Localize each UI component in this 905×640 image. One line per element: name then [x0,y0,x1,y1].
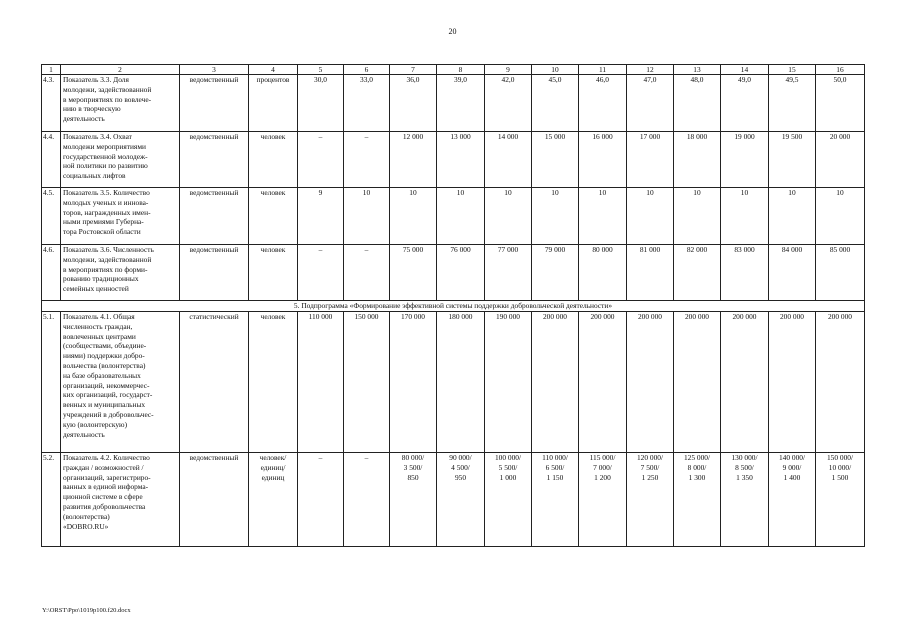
indicator-value: 33,0 [344,75,390,132]
row-number: 4.6. [42,245,61,301]
indicator-value: 10 [579,188,627,245]
indicator-value: 10 [532,188,579,245]
data-source: статистический [180,312,249,453]
column-header: 1 [42,65,61,75]
indicator-value: 200 000 [769,312,816,453]
column-header: 13 [674,65,721,75]
page-number: 20 [448,27,457,36]
indicator-value: 46,0 [579,75,627,132]
indicator-value: 10 [390,188,437,245]
indicator-value: 10 [816,188,865,245]
row-number: 4.5. [42,188,61,245]
indicator-value: 49,5 [769,75,816,132]
indicator-value: 36,0 [390,75,437,132]
indicator-value: 150 000/ 10 000/ 1 500 [816,453,865,547]
indicator-row [42,245,865,301]
indicator-value: 140 000/ 9 000/ 1 400 [769,453,816,547]
indicator-value: 100 000/ 5 500/ 1 000 [485,453,532,547]
column-header: 11 [579,65,627,75]
indicator-value: 10 [674,188,721,245]
subprogram-title: 5. Подпрограмма «Формирование эффективной системы поддержки добровольческой деятельности» [42,301,865,312]
indicator-value: – [298,132,344,188]
indicator-row [42,132,865,188]
measurement-unit: человек [249,245,298,301]
row-number: 5.1. [42,312,61,453]
indicator-value: 13 000 [437,132,485,188]
measurement-unit: процентов [249,75,298,132]
indicator-value: 45,0 [532,75,579,132]
subprogram-section-row [42,301,865,312]
column-header: 5 [298,65,344,75]
indicator-name: Показатель 3.4. Охват молодежи мероприятиями государственной молодеж- ной политики по развитию социальных лифтов [61,132,180,188]
data-source: ведомственный [180,75,249,132]
indicator-value: 200 000 [627,312,674,453]
indicator-value: 20 000 [816,132,865,188]
column-header: 7 [390,65,437,75]
indicator-row [42,188,865,245]
indicator-value: 115 000/ 7 000/ 1 200 [579,453,627,547]
column-header: 16 [816,65,865,75]
indicator-value: 130 000/ 8 500/ 1 350 [721,453,769,547]
indicator-value: 10 [344,188,390,245]
indicator-value: 42,0 [485,75,532,132]
indicator-name: Показатель 3.5. Количество молодых ученых и иннова- торов, награжденных имен- ными премиями Губерна- тора Ростовской области [61,188,180,245]
indicator-value: 14 000 [485,132,532,188]
indicator-value: 180 000 [437,312,485,453]
indicator-value: 81 000 [627,245,674,301]
indicator-value: 17 000 [627,132,674,188]
indicator-row [42,453,865,547]
indicator-value: 82 000 [674,245,721,301]
row-number: 4.4. [42,132,61,188]
indicator-value: 120 000/ 7 500/ 1 250 [627,453,674,547]
indicator-value: 15 000 [532,132,579,188]
indicator-value: 80 000 [579,245,627,301]
data-source: ведомственный [180,245,249,301]
indicator-name: Показатель 4.1. Общая численность граждан, вовлеченных центрами (сообществами, объедине- ниями) поддержки добро- вольчества (волонтерства) на базе образовательных организаций, некоммерчес- ких организаций, государст- венных и муниципальных учреждений в добровольчес- кую (волонтерскую) деятельность [61,312,180,453]
indicator-value: 150 000 [344,312,390,453]
indicator-value: 39,0 [437,75,485,132]
indicator-value: 18 000 [674,132,721,188]
column-header: 6 [344,65,390,75]
indicator-value: 200 000 [721,312,769,453]
column-header: 10 [532,65,579,75]
column-header: 8 [437,65,485,75]
indicator-value: 79 000 [532,245,579,301]
footer-file-path: Y:\ORST\Ppo\1019p100.f20.docx [42,607,131,614]
indicator-value: 16 000 [579,132,627,188]
indicator-value: 10 [627,188,674,245]
measurement-unit: человек [249,132,298,188]
row-number: 4.3. [42,75,61,132]
indicator-value: 200 000 [579,312,627,453]
column-header: 12 [627,65,674,75]
indicator-row [42,312,865,453]
column-header: 9 [485,65,532,75]
indicator-value: 85 000 [816,245,865,301]
indicator-name: Показатель 4.2. Количество граждан / возможностей / организаций, зарегистриро- ванных в единой информа- ционной системе в сфере развития добровольчества (волонтерства) «DOBRO.RU» [61,453,180,547]
indicator-value: 19 500 [769,132,816,188]
indicator-value: 10 [485,188,532,245]
column-header: 2 [61,65,180,75]
indicator-value: 12 000 [390,132,437,188]
column-number-header-row [42,65,865,75]
measurement-unit: человек [249,188,298,245]
column-header: 4 [249,65,298,75]
indicator-value: 200 000 [674,312,721,453]
indicator-value: 200 000 [532,312,579,453]
data-source: ведомственный [180,188,249,245]
indicator-value: – [298,453,344,547]
column-header: 3 [180,65,249,75]
indicator-value: 10 [437,188,485,245]
indicator-value: 190 000 [485,312,532,453]
measurement-unit: человек [249,312,298,453]
indicator-value: 76 000 [437,245,485,301]
indicator-value: 10 [721,188,769,245]
indicator-value: 80 000/ 3 500/ 850 [390,453,437,547]
indicator-row [42,75,865,132]
indicator-value: – [298,245,344,301]
indicator-value: 75 000 [390,245,437,301]
data-source: ведомственный [180,453,249,547]
indicator-value: 200 000 [816,312,865,453]
column-header: 14 [721,65,769,75]
indicator-value: 110 000 [298,312,344,453]
column-header: 15 [769,65,816,75]
indicator-value: 83 000 [721,245,769,301]
data-source: ведомственный [180,132,249,188]
indicator-value: 48,0 [674,75,721,132]
indicator-value: 10 [769,188,816,245]
indicator-value: – [344,453,390,547]
indicator-value: 77 000 [485,245,532,301]
row-number: 5.2. [42,453,61,547]
indicator-value: 84 000 [769,245,816,301]
indicator-value: 125 000/ 8 000/ 1 300 [674,453,721,547]
indicator-value: 110 000/ 6 500/ 1 150 [532,453,579,547]
indicator-value: 170 000 [390,312,437,453]
indicator-name: Показатель 3.6. Численность молодежи, задействованной в мероприятиях по форми- рованию традиционных семейных ценностей [61,245,180,301]
indicator-name: Показатель 3.3. Доля молодежи, задействованной в мероприятиях по вовлече- нию в творческую деятельность [61,75,180,132]
measurement-unit: человек/ единиц/ единиц [249,453,298,547]
indicators-table [41,64,865,547]
indicator-value: 19 000 [721,132,769,188]
indicator-value: – [344,245,390,301]
indicator-value: 30,0 [298,75,344,132]
indicator-value: 90 000/ 4 500/ 950 [437,453,485,547]
indicator-value: 9 [298,188,344,245]
indicator-value: 49,0 [721,75,769,132]
indicator-value: 47,0 [627,75,674,132]
indicator-value: 50,0 [816,75,865,132]
indicator-value: – [344,132,390,188]
